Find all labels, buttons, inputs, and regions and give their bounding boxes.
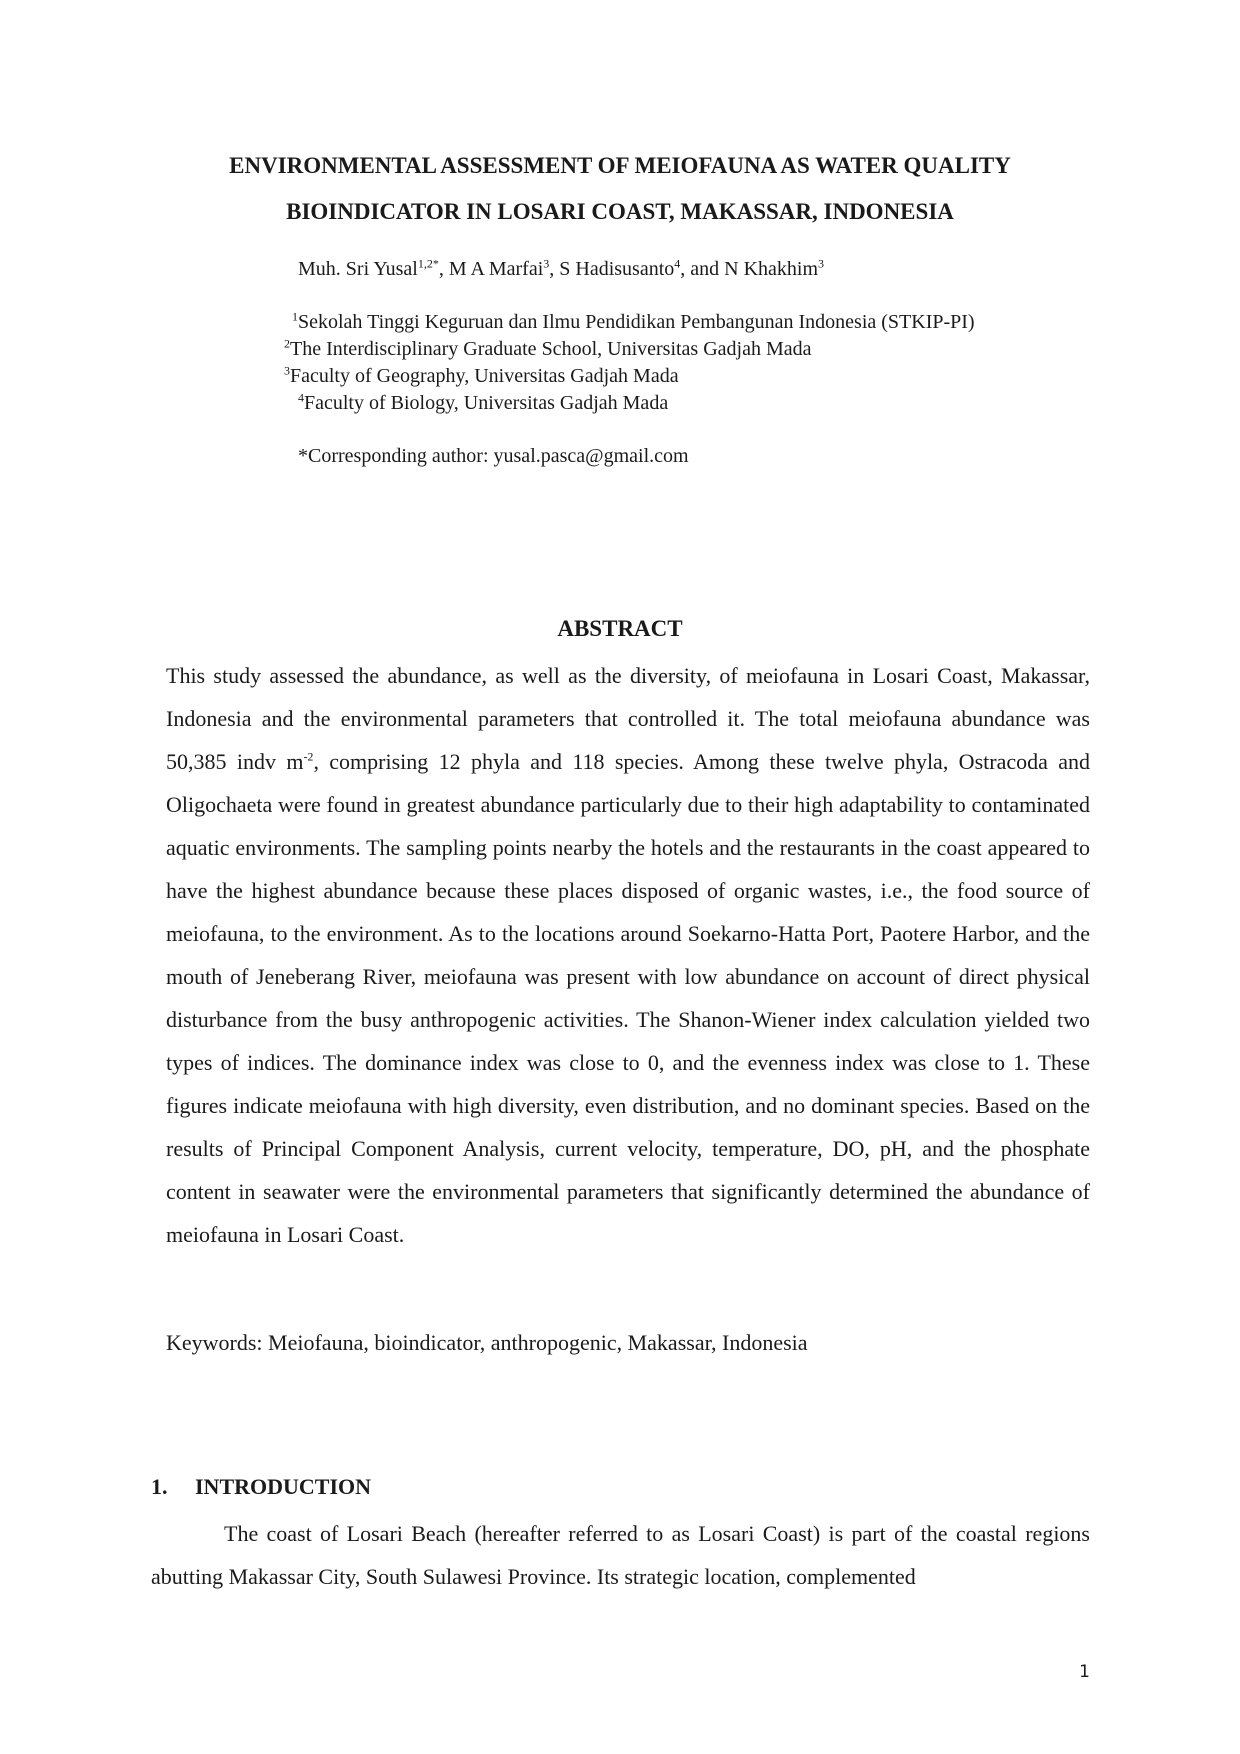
introduction-heading	[151, 1474, 371, 1500]
abstract-text-part-2: , comprising 12 phyla and 118 species. Among these twelve phyla, Ostracoda and Oligochaeta were found in greatest abundance particularly due to their high adaptability to contaminated aquatic environments. The sampling points nearby the hotels and the restaurants in the coast appeared to have the highest abundance because these places disposed of organic wastes, i.e., the food source of meiofauna, to the environment. As to the locations around Soekarno-Hatta Port, Paotere Harbor, and the mouth of Jeneberang River, meiofauna was present with low abundance on account of direct physical disturbance from the busy anthropogenic activities. The Shanon-Wiener index calculation yielded two types of indices. The dominance index was close to 0, and the evenness index was close to 1. These figures indicate meiofauna with high diversity, even distribution, and no dominant species. Based on the results of Principal Component Analysis, current velocity, temperature, DO, pH, and the phosphate content in seawater were the environmental parameters that significantly determined the abundance of meiofauna in Losari Coast.	[166, 749, 1090, 1247]
affiliation-text: Faculty of Biology, Universitas Gadjah Mada	[304, 392, 669, 414]
abstract-heading: ABSTRACT	[557, 616, 683, 641]
introduction-body: The coast of Losari Beach (hereafter referred to as Losari Coast) is part of the coastal regions abutting Makassar City, South Sulawesi Province. Its strategic location, complemented	[151, 1521, 1090, 1589]
title-line-1: ENVIRONMENTAL ASSESSMENT OF MEIOFAUNA AS WATER QUALITY	[229, 153, 1011, 178]
author-name: S Hadisusanto	[559, 258, 675, 280]
affiliation-4	[298, 392, 668, 415]
author-separator: ,	[438, 258, 449, 280]
corresponding-author: *Corresponding author: yusal.pasca@gmail.com	[298, 445, 689, 467]
author-affiliation-mark: 4	[674, 256, 681, 271]
author-separator: ,	[549, 258, 560, 280]
affiliation-mark: 2	[284, 336, 290, 351]
affiliation-1	[292, 311, 975, 334]
affiliation-text: The Interdisciplinary Graduate School, Universitas Gadjah Mada	[290, 338, 812, 360]
author-affiliation-mark: 1,2*	[417, 256, 439, 271]
keywords: Keywords: Meiofauna, bioindicator, anthropogenic, Makassar, Indonesia	[166, 1330, 808, 1355]
unit-exponent: -2	[303, 749, 314, 764]
affiliation-mark: 4	[298, 390, 304, 405]
affiliation-mark: 1	[292, 309, 298, 324]
affiliation-2	[284, 338, 812, 361]
author-affiliation-mark: 3	[543, 256, 550, 271]
affiliation-text: Sekolah Tinggi Keguruan dan Ilmu Pendidikan Pembangunan Indonesia (STKIP-PI)	[298, 311, 975, 333]
abstract-body	[166, 654, 1090, 1256]
author-affiliation-mark: 3	[818, 256, 825, 271]
page-number: 1	[1079, 1662, 1090, 1682]
section-title: INTRODUCTION	[195, 1474, 372, 1499]
author-name: N Khakhim	[724, 258, 819, 280]
affiliation-mark: 3	[284, 363, 290, 378]
author-name: Muh. Sri Yusal	[298, 258, 418, 280]
affiliation-3	[284, 365, 679, 388]
affiliation-text: Faculty of Geography, Universitas Gadjah Mada	[290, 365, 679, 387]
section-number: 1.	[151, 1474, 168, 1499]
title-line-2: BIOINDICATOR IN LOSARI COAST, MAKASSAR, INDONESIA	[286, 199, 954, 224]
paper-title	[150, 143, 1090, 235]
author-separator: , and	[680, 258, 725, 280]
author-list	[298, 258, 824, 281]
author-name: M A Marfai	[448, 258, 544, 280]
abstract-text-part-1: This study assessed the abundance, as well as the diversity, of meiofauna in Losari Coast, Makassar, Indonesia and the environmental parameters that controlled it. The total meiofauna abundance was 50,385 indv m	[166, 663, 1090, 774]
